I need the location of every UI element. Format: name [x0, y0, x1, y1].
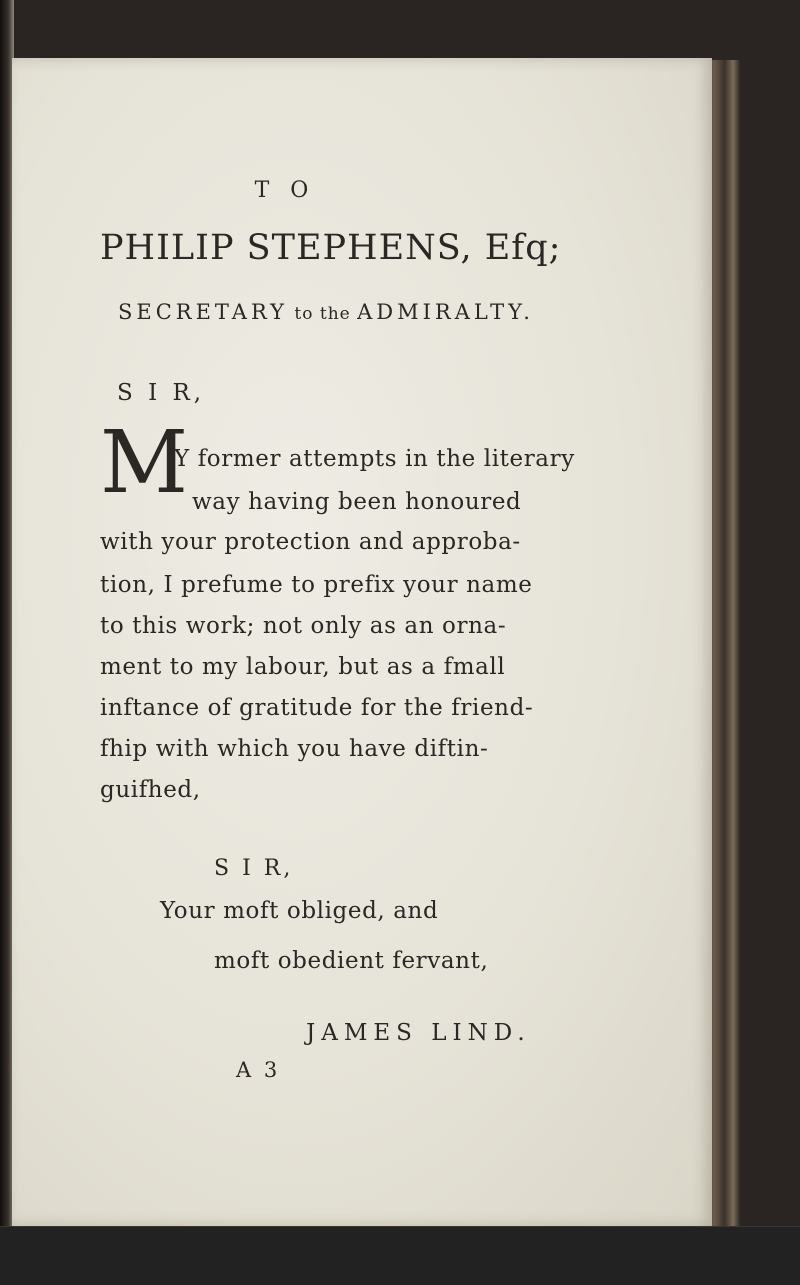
salutation: S I R,	[117, 380, 206, 406]
signature-mark: A 3	[236, 1058, 281, 1082]
body-line: with your protection and approba-	[100, 529, 521, 555]
recipient-title-mid: to the	[287, 304, 358, 324]
body-line: to this work; not only as an orna-	[100, 613, 507, 639]
recipient-title-pre: SECRETARY	[118, 300, 288, 324]
body-line: guifhed,	[100, 777, 201, 803]
recipient-name: PHILIP STEPHENS, Efq;	[100, 228, 562, 268]
closing-line: Your moft obliged, and	[160, 898, 439, 924]
signature: JAMES LIND.	[306, 1020, 531, 1046]
body-line: inftance of gratitude for the friend-	[100, 695, 534, 721]
body-line: Y former attempts in the literary	[174, 446, 575, 472]
body-line: way having been honoured	[192, 489, 522, 515]
closing-line: moft obedient fervant,	[214, 948, 489, 974]
scan-background-bottom	[0, 1226, 800, 1285]
drop-cap: M	[100, 413, 189, 513]
body-line: ment to my labour, but as a fmall	[100, 654, 506, 680]
recipient-title	[118, 300, 534, 324]
dedication-heading-to: T O	[254, 178, 316, 203]
closing-salutation: S I R,	[214, 856, 294, 881]
recipient-title-post: ADMIRALTY.	[357, 300, 534, 324]
body-line: fhip with which you have diftin-	[100, 736, 489, 762]
body-line: tion, I prefume to prefix your name	[100, 572, 533, 598]
